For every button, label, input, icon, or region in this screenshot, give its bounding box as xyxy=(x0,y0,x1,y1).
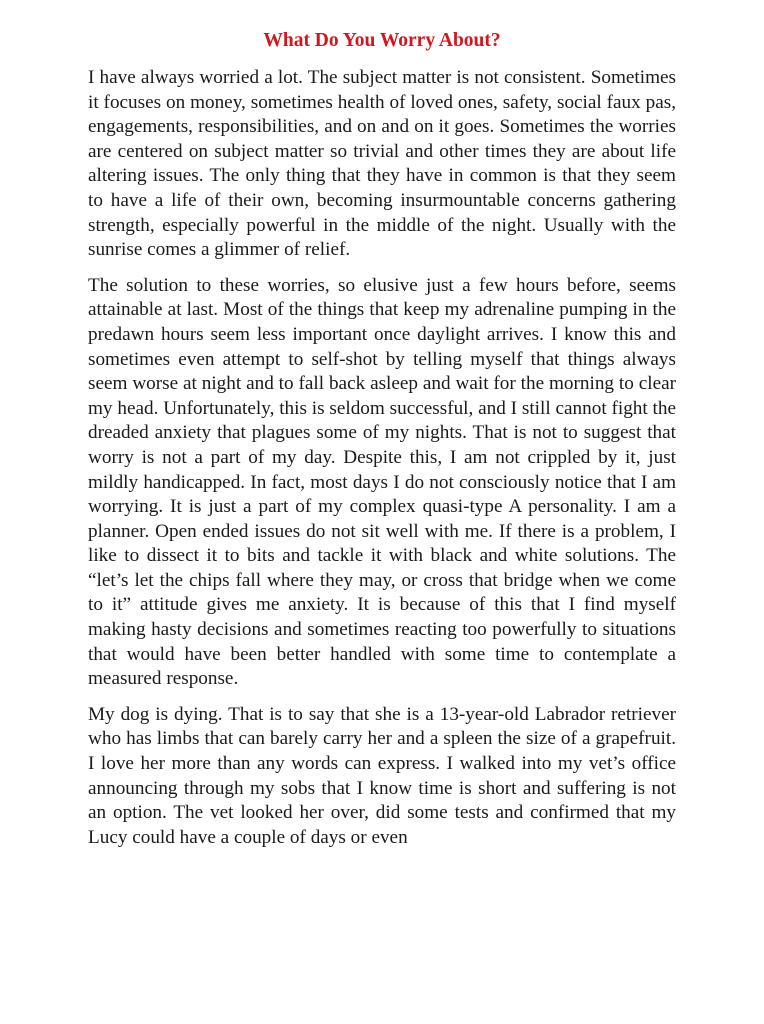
paragraph-3: My dog is dying. That is to say that she is a 13-year-old Labrador retriever who has limbs that can barely carry her and a spleen the size of a grapefruit. I love her more than any words can express. I walked into my vet’s office announcing through my sobs that I know time is short and suffering is not an option. The vet looked her over, did some tests and confirmed that my Lucy could have a couple of days or even xyxy=(88,703,676,848)
page-title: What Do You Worry About? xyxy=(263,30,501,51)
document-page xyxy=(88,28,676,861)
paragraph-1: I have always worried a lot. The subject matter is not consistent. Sometimes it focuses on money, sometimes health of loved ones, safety, social faux pas, engagements, responsibilities, and on and on it goes. Sometimes the worries are centered on subject matter so trivial and other times they are about life altering issues. The only thing that they have in common is that they seem to have a life of their own, becoming insurmountable concerns gathering strength, especially powerful in the middle of the night. Usually with the sunrise comes a glimmer of relief. xyxy=(88,67,676,261)
paragraph-2: The solution to these worries, so elusive just a few hours before, seems attainable at last. Most of the things that keep my adrenaline pumping in the predawn hours seem less important once daylight arrives. I know this and sometimes even attempt to self-shot by telling myself that things always seem worse at night and to fall back asleep and wait for the morning to clear my head. Unfortunately, this is seldom successful, and I still cannot fight the dreaded anxiety that plagues some of my nights. That is not to suggest that worry is not a part of my day. Despite this, I am not crippled by it, just mildly handicapped. In fact, most days I do not consciously notice that I am worrying. It is just a part of my complex quasi-type A personality. I am a planner. Open ended issues do not sit well with me. If there is a problem, I like to dissect it to bits and tackle it with black and white solutions. The “let’s let the chips fall where they may, or cross that bridge when we come to it” attitude gives me anxiety. It is because of this that I find myself making hasty decisions and sometimes reacting too powerfully to situations that would have been better handled with some time to contemplate a measured response. xyxy=(88,274,676,690)
